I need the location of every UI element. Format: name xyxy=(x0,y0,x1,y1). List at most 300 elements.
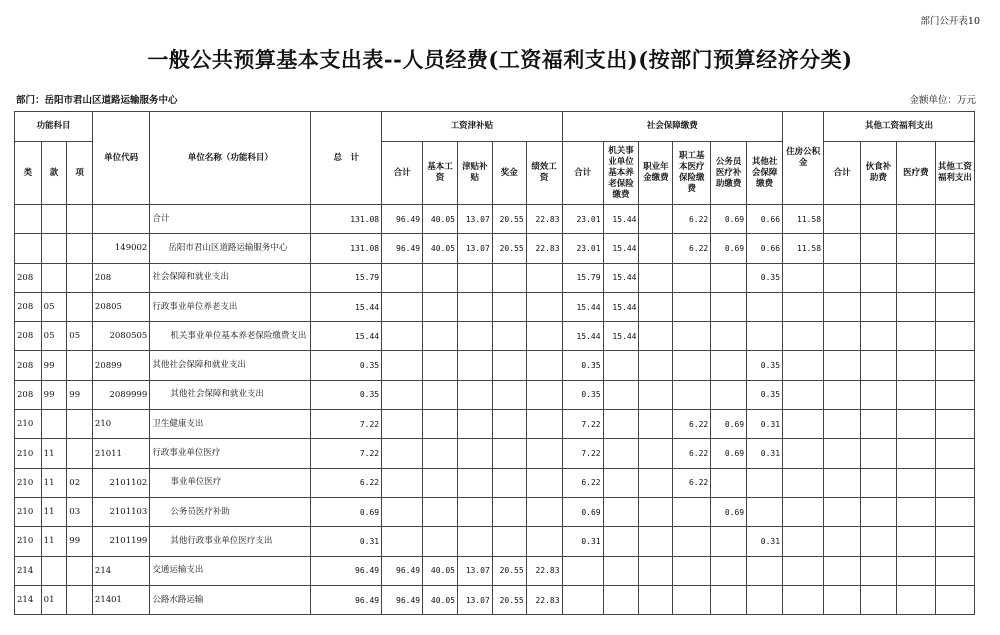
cell-name: 事业单位医疗 xyxy=(150,468,311,497)
cell-total: 0.35 xyxy=(311,380,382,409)
header-housing: 住房公积金 xyxy=(783,112,824,205)
cell-wage-sum: 96.49 xyxy=(382,234,423,263)
cell-housing xyxy=(783,439,824,468)
cell-annuity xyxy=(639,497,673,526)
cell-housing xyxy=(783,410,824,439)
cell-name: 行政事业单位养老支出 xyxy=(150,292,311,321)
cell-civil-medical: 0.69 xyxy=(711,234,747,263)
cell-civil-medical xyxy=(711,322,747,351)
cell-lei xyxy=(15,234,42,263)
cell-meal xyxy=(860,439,896,468)
cell-lei: 210 xyxy=(15,497,42,526)
cell-civil-medical xyxy=(711,527,747,556)
cell-med-fee xyxy=(896,205,935,234)
cell-medical xyxy=(673,292,711,321)
cell-annuity xyxy=(639,322,673,351)
cell-basic-wage: 40.05 xyxy=(423,205,458,234)
cell-allowance xyxy=(457,527,492,556)
cell-basic-wage xyxy=(423,292,458,321)
cell-annuity xyxy=(639,527,673,556)
cell-wage-sum xyxy=(382,468,423,497)
cell-housing: 11.58 xyxy=(783,234,824,263)
header-func-subject: 功能科目 xyxy=(15,112,93,142)
cell-code: 2101103 xyxy=(92,497,149,526)
cell-code: 20805 xyxy=(92,292,149,321)
cell-other-sum xyxy=(824,380,861,409)
cell-total: 7.22 xyxy=(311,410,382,439)
table-row xyxy=(15,410,975,439)
cell-lei: 210 xyxy=(15,468,42,497)
cell-other-sum xyxy=(824,585,861,614)
cell-other-welfare xyxy=(935,585,974,614)
cell-merit-wage xyxy=(526,497,562,526)
cell-med-fee xyxy=(896,439,935,468)
cell-med-fee xyxy=(896,585,935,614)
cell-other-sum xyxy=(824,322,861,351)
cell-name: 公务员医疗补助 xyxy=(150,497,311,526)
cell-pension xyxy=(603,585,639,614)
cell-kuan xyxy=(41,410,67,439)
cell-pension: 15.44 xyxy=(603,234,639,263)
unit-label: 金额单位：万元 xyxy=(909,95,976,106)
cell-medical xyxy=(673,322,711,351)
cell-housing xyxy=(783,351,824,380)
cell-medical: 6.22 xyxy=(673,234,711,263)
header-annuity: 职业年金缴费 xyxy=(639,142,673,205)
cell-basic-wage xyxy=(423,380,458,409)
table-row xyxy=(15,439,975,468)
cell-other-welfare xyxy=(935,497,974,526)
page-title: 一般公共预算基本支出表--人员经费(工资福利支出)(按部门预算经济分类) xyxy=(147,47,853,72)
cell-lei xyxy=(15,205,42,234)
cell-medical: 6.22 xyxy=(673,468,711,497)
cell-other-welfare xyxy=(935,556,974,585)
cell-code: 2080505 xyxy=(92,322,149,351)
table-number-label: 部门公开表10 xyxy=(920,16,980,27)
cell-civil-medical: 0.69 xyxy=(711,439,747,468)
cell-allowance xyxy=(457,292,492,321)
cell-annuity xyxy=(639,205,673,234)
cell-med-fee xyxy=(896,234,935,263)
cell-name: 其他社会保障和就业支出 xyxy=(150,380,311,409)
cell-name: 合计 xyxy=(150,205,311,234)
cell-other-sum xyxy=(824,556,861,585)
cell-pension: 15.44 xyxy=(603,292,639,321)
cell-housing: 11.58 xyxy=(783,205,824,234)
cell-civil-medical xyxy=(711,351,747,380)
cell-civil-medical xyxy=(711,556,747,585)
cell-pension xyxy=(603,410,639,439)
cell-med-fee xyxy=(896,322,935,351)
header-other-sum: 合计 xyxy=(824,142,861,205)
cell-housing xyxy=(783,527,824,556)
cell-name: 其他社会保障和就业支出 xyxy=(150,351,311,380)
cell-other-social xyxy=(747,292,783,321)
cell-xiang: 05 xyxy=(67,322,93,351)
cell-basic-wage xyxy=(423,497,458,526)
cell-basic-wage: 40.05 xyxy=(423,585,458,614)
cell-housing xyxy=(783,263,824,292)
cell-other-social: 0.66 xyxy=(747,234,783,263)
cell-kuan: 99 xyxy=(41,351,67,380)
cell-annuity xyxy=(639,263,673,292)
cell-kuan: 01 xyxy=(41,585,67,614)
cell-merit-wage xyxy=(526,351,562,380)
cell-allowance xyxy=(457,468,492,497)
cell-other-social: 0.31 xyxy=(747,527,783,556)
cell-medical: 6.22 xyxy=(673,205,711,234)
cell-medical xyxy=(673,380,711,409)
header-xiang: 项 xyxy=(67,142,93,205)
cell-name: 其他行政事业单位医疗支出 xyxy=(150,527,311,556)
cell-bonus: 20.55 xyxy=(492,205,526,234)
cell-other-welfare xyxy=(935,468,974,497)
cell-annuity xyxy=(639,468,673,497)
cell-name: 行政事业单位医疗 xyxy=(150,439,311,468)
cell-xiang xyxy=(67,205,93,234)
cell-housing xyxy=(783,322,824,351)
cell-code xyxy=(92,205,149,234)
cell-social-sum: 15.44 xyxy=(562,322,603,351)
table-row xyxy=(15,292,975,321)
table-row xyxy=(15,263,975,292)
cell-civil-medical: 0.69 xyxy=(711,410,747,439)
cell-pension xyxy=(603,351,639,380)
cell-bonus xyxy=(492,380,526,409)
cell-wage-sum: 96.49 xyxy=(382,556,423,585)
cell-kuan xyxy=(41,556,67,585)
cell-civil-medical xyxy=(711,292,747,321)
cell-xiang: 02 xyxy=(67,468,93,497)
cell-medical xyxy=(673,585,711,614)
table-row xyxy=(15,351,975,380)
cell-total: 6.22 xyxy=(311,468,382,497)
cell-civil-medical: 0.69 xyxy=(711,205,747,234)
expenditure-table xyxy=(14,111,975,615)
cell-med-fee xyxy=(896,468,935,497)
cell-bonus xyxy=(492,292,526,321)
cell-meal xyxy=(860,263,896,292)
cell-other-sum xyxy=(824,410,861,439)
cell-meal xyxy=(860,556,896,585)
cell-lei: 208 xyxy=(15,351,42,380)
cell-total: 0.69 xyxy=(311,497,382,526)
cell-pension xyxy=(603,439,639,468)
cell-total: 15.44 xyxy=(311,322,382,351)
cell-medical: 6.22 xyxy=(673,410,711,439)
cell-bonus: 20.55 xyxy=(492,585,526,614)
header-pension: 机关事业单位基本养老保险缴费 xyxy=(603,142,639,205)
cell-basic-wage xyxy=(423,527,458,556)
header-total: 总 计 xyxy=(311,112,382,205)
cell-allowance xyxy=(457,410,492,439)
cell-other-sum xyxy=(824,527,861,556)
cell-meal xyxy=(860,585,896,614)
cell-social-sum: 0.35 xyxy=(562,351,603,380)
cell-med-fee xyxy=(896,351,935,380)
table-row xyxy=(15,234,975,263)
cell-xiang xyxy=(67,585,93,614)
cell-basic-wage: 40.05 xyxy=(423,556,458,585)
table-row xyxy=(15,585,975,614)
cell-civil-medical xyxy=(711,585,747,614)
cell-other-social xyxy=(747,497,783,526)
cell-merit-wage: 22.83 xyxy=(526,556,562,585)
cell-annuity xyxy=(639,292,673,321)
cell-med-fee xyxy=(896,380,935,409)
cell-social-sum: 0.69 xyxy=(562,497,603,526)
cell-social-sum: 23.01 xyxy=(562,205,603,234)
cell-xiang: 99 xyxy=(67,527,93,556)
cell-other-social: 0.35 xyxy=(747,263,783,292)
cell-social-sum: 0.31 xyxy=(562,527,603,556)
cell-code: 149002 xyxy=(92,234,149,263)
cell-meal xyxy=(860,234,896,263)
cell-total: 131.08 xyxy=(311,234,382,263)
header-med-fee: 医疗费 xyxy=(896,142,935,205)
cell-social-sum xyxy=(562,556,603,585)
cell-med-fee xyxy=(896,292,935,321)
cell-name: 机关事业单位基本养老保险缴费支出 xyxy=(150,322,311,351)
cell-bonus xyxy=(492,497,526,526)
cell-annuity xyxy=(639,410,673,439)
cell-bonus xyxy=(492,468,526,497)
header-basic-wage: 基本工资 xyxy=(423,142,458,205)
cell-allowance: 13.07 xyxy=(457,585,492,614)
cell-name: 交通运输支出 xyxy=(150,556,311,585)
cell-housing xyxy=(783,497,824,526)
cell-total: 7.22 xyxy=(311,439,382,468)
cell-meal xyxy=(860,410,896,439)
cell-pension xyxy=(603,380,639,409)
cell-xiang xyxy=(67,292,93,321)
cell-meal xyxy=(860,292,896,321)
cell-meal xyxy=(860,205,896,234)
cell-kuan xyxy=(41,263,67,292)
cell-allowance xyxy=(457,322,492,351)
cell-xiang xyxy=(67,556,93,585)
cell-other-sum xyxy=(824,292,861,321)
cell-code: 21401 xyxy=(92,585,149,614)
header-other-welfare: 其他工资福利支出 xyxy=(935,142,974,205)
cell-kuan: 11 xyxy=(41,468,67,497)
cell-housing xyxy=(783,292,824,321)
cell-medical xyxy=(673,497,711,526)
cell-allowance: 13.07 xyxy=(457,234,492,263)
cell-merit-wage xyxy=(526,410,562,439)
header-wage-group: 工资津补贴 xyxy=(382,112,562,142)
cell-code: 210 xyxy=(92,410,149,439)
cell-wage-sum xyxy=(382,380,423,409)
cell-social-sum: 23.01 xyxy=(562,234,603,263)
cell-annuity xyxy=(639,234,673,263)
cell-medical xyxy=(673,263,711,292)
cell-merit-wage: 22.83 xyxy=(526,585,562,614)
header-unit-name: 单位名称（功能科目） xyxy=(150,112,311,205)
cell-kuan: 05 xyxy=(41,292,67,321)
cell-wage-sum xyxy=(382,497,423,526)
department-label: 部门：岳阳市君山区道路运输服务中心 xyxy=(16,95,178,106)
cell-total: 0.31 xyxy=(311,527,382,556)
cell-other-sum xyxy=(824,205,861,234)
cell-wage-sum xyxy=(382,322,423,351)
cell-pension: 15.44 xyxy=(603,205,639,234)
cell-meal xyxy=(860,322,896,351)
cell-social-sum: 7.22 xyxy=(562,410,603,439)
header-allowance: 津贴补贴 xyxy=(457,142,492,205)
cell-merit-wage xyxy=(526,292,562,321)
cell-social-sum: 15.79 xyxy=(562,263,603,292)
cell-allowance xyxy=(457,497,492,526)
cell-wage-sum xyxy=(382,527,423,556)
cell-lei: 208 xyxy=(15,380,42,409)
cell-other-welfare xyxy=(935,234,974,263)
cell-wage-sum xyxy=(382,351,423,380)
cell-bonus xyxy=(492,351,526,380)
cell-xiang xyxy=(67,263,93,292)
cell-other-social: 0.66 xyxy=(747,205,783,234)
cell-allowance: 13.07 xyxy=(457,205,492,234)
cell-other-social xyxy=(747,556,783,585)
cell-total: 96.49 xyxy=(311,556,382,585)
cell-civil-medical xyxy=(711,468,747,497)
cell-basic-wage xyxy=(423,263,458,292)
cell-wage-sum: 96.49 xyxy=(382,205,423,234)
cell-medical: 6.22 xyxy=(673,439,711,468)
cell-social-sum xyxy=(562,585,603,614)
cell-total: 15.44 xyxy=(311,292,382,321)
cell-pension xyxy=(603,556,639,585)
cell-housing xyxy=(783,380,824,409)
cell-merit-wage xyxy=(526,468,562,497)
cell-code: 2101199 xyxy=(92,527,149,556)
cell-other-social xyxy=(747,468,783,497)
cell-kuan xyxy=(41,205,67,234)
cell-xiang: 99 xyxy=(67,380,93,409)
cell-pension xyxy=(603,468,639,497)
cell-pension: 15.44 xyxy=(603,322,639,351)
cell-meal xyxy=(860,380,896,409)
cell-merit-wage xyxy=(526,322,562,351)
cell-civil-medical: 0.69 xyxy=(711,497,747,526)
cell-other-social: 0.31 xyxy=(747,439,783,468)
cell-pension xyxy=(603,497,639,526)
table-row xyxy=(15,380,975,409)
cell-medical xyxy=(673,556,711,585)
cell-other-welfare xyxy=(935,205,974,234)
cell-civil-medical xyxy=(711,380,747,409)
cell-other-welfare xyxy=(935,439,974,468)
cell-basic-wage xyxy=(423,351,458,380)
cell-xiang xyxy=(67,351,93,380)
cell-allowance: 13.07 xyxy=(457,556,492,585)
cell-med-fee xyxy=(896,263,935,292)
cell-merit-wage xyxy=(526,380,562,409)
cell-housing xyxy=(783,585,824,614)
cell-wage-sum xyxy=(382,292,423,321)
cell-total: 131.08 xyxy=(311,205,382,234)
cell-other-welfare xyxy=(935,380,974,409)
cell-xiang xyxy=(67,410,93,439)
cell-lei: 208 xyxy=(15,322,42,351)
cell-annuity xyxy=(639,439,673,468)
header-other-social: 其他社会保障缴费 xyxy=(747,142,783,205)
header-merit-wage: 绩效工资 xyxy=(526,142,562,205)
header-wage-sum: 合计 xyxy=(382,142,423,205)
cell-other-social: 0.31 xyxy=(747,410,783,439)
cell-allowance xyxy=(457,263,492,292)
cell-other-welfare xyxy=(935,527,974,556)
cell-other-sum xyxy=(824,351,861,380)
cell-lei: 208 xyxy=(15,292,42,321)
cell-med-fee xyxy=(896,410,935,439)
cell-wage-sum: 96.49 xyxy=(382,585,423,614)
cell-total: 15.79 xyxy=(311,263,382,292)
header-medical: 职工基本医疗保险缴费 xyxy=(673,142,711,205)
cell-total: 96.49 xyxy=(311,585,382,614)
cell-meal xyxy=(860,468,896,497)
cell-other-welfare xyxy=(935,351,974,380)
cell-bonus xyxy=(492,439,526,468)
cell-wage-sum xyxy=(382,263,423,292)
cell-pension: 15.44 xyxy=(603,263,639,292)
cell-name: 岳阳市君山区道路运输服务中心 xyxy=(150,234,311,263)
cell-code: 208 xyxy=(92,263,149,292)
cell-basic-wage xyxy=(423,322,458,351)
cell-medical xyxy=(673,351,711,380)
header-social-group: 社会保障缴费 xyxy=(562,112,783,142)
table-row xyxy=(15,497,975,526)
cell-meal xyxy=(860,497,896,526)
cell-lei: 214 xyxy=(15,585,42,614)
cell-other-welfare xyxy=(935,263,974,292)
cell-other-welfare xyxy=(935,410,974,439)
cell-annuity xyxy=(639,351,673,380)
cell-kuan: 11 xyxy=(41,497,67,526)
cell-lei: 210 xyxy=(15,410,42,439)
header-meal: 伙食补助费 xyxy=(860,142,896,205)
cell-basic-wage: 40.05 xyxy=(423,234,458,263)
cell-total: 0.35 xyxy=(311,351,382,380)
cell-xiang: 03 xyxy=(67,497,93,526)
cell-code: 20899 xyxy=(92,351,149,380)
cell-bonus xyxy=(492,322,526,351)
header-other-group: 其他工资福利支出 xyxy=(824,112,975,142)
cell-name: 卫生健康支出 xyxy=(150,410,311,439)
cell-other-sum xyxy=(824,497,861,526)
cell-xiang xyxy=(67,234,93,263)
cell-social-sum: 6.22 xyxy=(562,468,603,497)
table-row xyxy=(15,556,975,585)
cell-med-fee xyxy=(896,497,935,526)
cell-basic-wage xyxy=(423,439,458,468)
cell-xiang xyxy=(67,439,93,468)
cell-bonus xyxy=(492,527,526,556)
cell-name: 公路水路运输 xyxy=(150,585,311,614)
cell-lei: 210 xyxy=(15,527,42,556)
cell-other-sum xyxy=(824,234,861,263)
cell-annuity xyxy=(639,380,673,409)
header-unit-code: 单位代码 xyxy=(92,112,149,205)
cell-other-welfare xyxy=(935,292,974,321)
cell-other-welfare xyxy=(935,322,974,351)
cell-meal xyxy=(860,527,896,556)
cell-housing xyxy=(783,468,824,497)
cell-kuan: 11 xyxy=(41,527,67,556)
cell-social-sum: 7.22 xyxy=(562,439,603,468)
cell-allowance xyxy=(457,351,492,380)
cell-other-social xyxy=(747,322,783,351)
